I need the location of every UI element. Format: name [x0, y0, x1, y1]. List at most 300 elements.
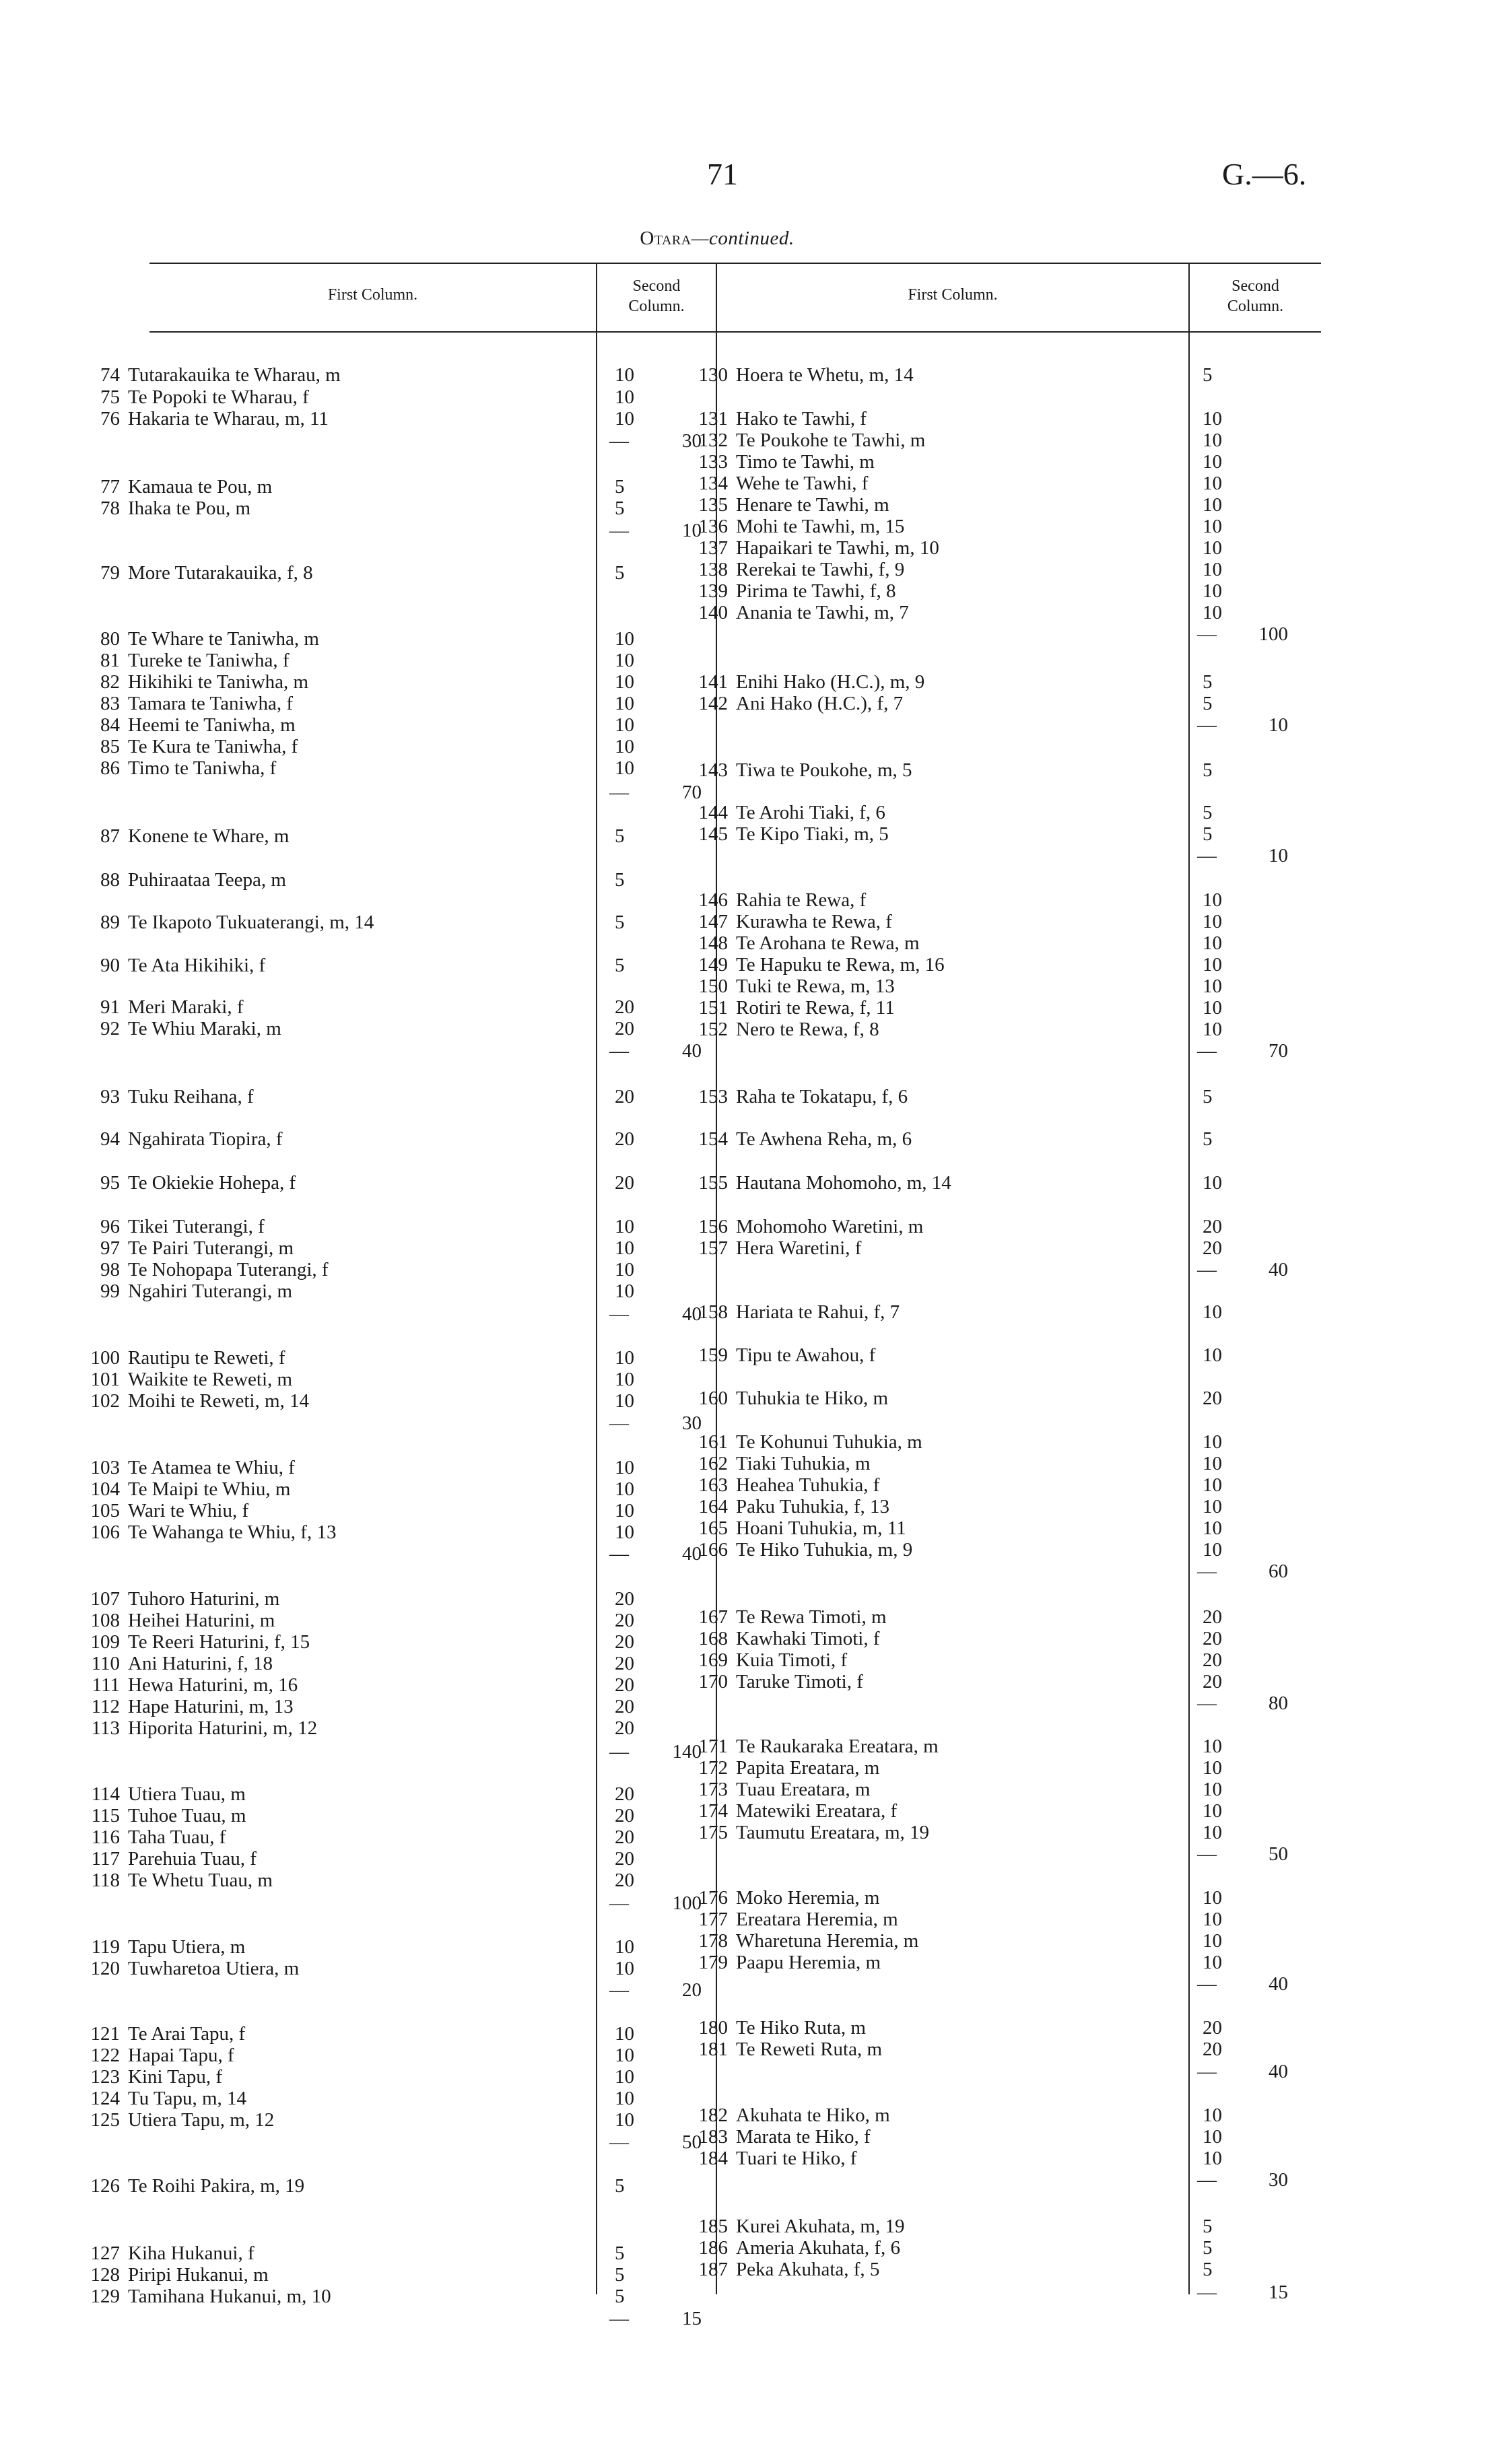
- entry-row: [683, 1821, 929, 1844]
- right-first-column-header: First Column.: [908, 286, 998, 304]
- entry-amount: 10: [615, 408, 634, 430]
- entry-name: Te Popoki te Wharau, f: [128, 386, 309, 408]
- entry-name: Te Arai Tapu, f: [128, 2023, 246, 2045]
- entry-number: 178: [698, 1930, 728, 1952]
- entry-name: Kini Tapu, f: [128, 2066, 223, 2088]
- entry-row: [683, 1495, 889, 1518]
- total-dash: —: [609, 2131, 629, 2153]
- entry-amount: 20: [615, 1610, 634, 1631]
- entry-amount: 10: [615, 693, 634, 714]
- entry-number: 125: [90, 2109, 120, 2131]
- entry-row: [75, 1869, 273, 1892]
- entry-row: [75, 1717, 317, 1740]
- entry-amount: 5: [615, 869, 625, 891]
- entry-row: [75, 2109, 274, 2131]
- entry-row: [75, 561, 313, 584]
- total-dash: —: [609, 1303, 629, 1325]
- entry-amount: 20: [615, 1674, 634, 1696]
- total-dash: —: [609, 1892, 629, 1914]
- entry-number: 94: [100, 1128, 120, 1150]
- entry-amount: 10: [615, 714, 634, 736]
- entry-amount: 20: [615, 1870, 634, 1891]
- entry-row: [683, 493, 889, 516]
- entry-row: [75, 364, 341, 386]
- entry-number: 91: [100, 996, 120, 1018]
- entry-name: Rotiri te Rewa, f, 11: [736, 997, 895, 1019]
- entry-row: [75, 1826, 226, 1849]
- entry-amount: 10: [1203, 451, 1222, 473]
- entry-row: [683, 1800, 897, 1822]
- entry-name: Parehuia Tuau, f: [128, 1848, 257, 1870]
- entry-number: 92: [100, 1018, 120, 1039]
- entry-row: [683, 910, 892, 933]
- entry-row: [75, 1456, 295, 1479]
- entry-amount: 10: [615, 1478, 634, 1500]
- entry-row: [75, 2087, 246, 2110]
- entry-number: 97: [100, 1237, 120, 1259]
- entry-number: 168: [698, 1628, 728, 1649]
- group-total: 20: [682, 1979, 702, 2001]
- entry-row: [75, 692, 293, 715]
- entry-name: Kiha Hukanui, f: [128, 2243, 255, 2264]
- entry-number: 80: [100, 628, 120, 650]
- entry-row: [683, 2236, 900, 2259]
- entry-number: 150: [698, 976, 728, 997]
- total-dash: —: [1197, 1040, 1217, 1062]
- header-line: Column.: [628, 298, 685, 315]
- entry-number: 173: [698, 1779, 728, 1800]
- entry-row: [683, 364, 914, 386]
- total-dash: —: [1197, 1843, 1217, 1865]
- entry-name: Ani Hako (H.C.), f, 7: [736, 693, 904, 714]
- entry-number: 160: [698, 1388, 728, 1409]
- entry-row: [75, 868, 286, 891]
- group-total: 70: [1269, 1040, 1288, 1062]
- entry-number: 135: [698, 494, 728, 516]
- entry-row: [683, 601, 909, 624]
- entry-row: [683, 1517, 906, 1540]
- entry-amount: 5: [615, 2243, 625, 2264]
- group-total: 100: [1258, 623, 1288, 645]
- entry-name: Piripi Hukanui, m: [128, 2264, 269, 2286]
- entry-number: 147: [698, 911, 728, 932]
- entry-number: 163: [698, 1474, 728, 1496]
- entry-amount: 5: [615, 955, 625, 976]
- entry-number: 185: [698, 2216, 728, 2237]
- entry-name: Papita Ereatara, m: [736, 1757, 880, 1779]
- entry-amount: 10: [1203, 954, 1222, 976]
- entry-row: [683, 2038, 882, 2061]
- entry-amount: 10: [615, 1237, 634, 1259]
- group-total: 60: [1269, 1561, 1288, 1582]
- entry-number: 177: [698, 1909, 728, 1930]
- entry-row: [683, 2258, 879, 2281]
- entry-row: [75, 1804, 246, 1827]
- entry-name: Hera Waretini, f: [736, 1237, 862, 1259]
- entry-name: Akuhata te Hiko, m: [736, 2104, 890, 2126]
- entry-name: Rerekai te Tawhi, f, 9: [736, 559, 905, 580]
- entry-row: [75, 1258, 329, 1281]
- entry-number: 110: [91, 1653, 120, 1674]
- entry-name: Tuhoe Tuau, m: [128, 1805, 246, 1826]
- entry-amount: 10: [615, 1521, 634, 1543]
- total-dash: —: [1197, 2061, 1217, 2082]
- entry-name: Tamara te Taniwha, f: [128, 693, 294, 714]
- entry-number: 174: [698, 1800, 728, 1822]
- entry-row: [683, 1627, 880, 1650]
- entry-amount: 10: [615, 364, 634, 386]
- entry-name: Anania te Tawhi, m, 7: [736, 602, 909, 623]
- entry-amount: 10: [1203, 1539, 1222, 1561]
- entry-row: [683, 2147, 856, 2170]
- group-total: 40: [682, 1543, 702, 1565]
- entry-number: 90: [100, 955, 120, 976]
- entry-amount: 5: [615, 912, 625, 933]
- entry-amount: 10: [1203, 1952, 1222, 1973]
- entry-row: [75, 1521, 336, 1544]
- total-dash: —: [1197, 623, 1217, 645]
- entry-row: [683, 472, 868, 495]
- entry-name: Te Hiko Ruta, m: [736, 2017, 866, 2039]
- entry-amount: 20: [615, 1128, 634, 1150]
- entry-amount: 5: [615, 2286, 625, 2307]
- entry-amount: 5: [615, 476, 625, 498]
- entry-name: Mohi te Tawhi, m, 15: [736, 516, 905, 537]
- entry-amount: 5: [1203, 671, 1213, 693]
- entry-row: [75, 735, 298, 758]
- entry-name: Te Okiekie Hohepa, f: [128, 1172, 296, 1194]
- entry-amount: 10: [615, 628, 634, 650]
- entry-amount: 20: [1203, 2017, 1222, 2039]
- entry-amount: 10: [615, 671, 634, 693]
- entry-number: 184: [698, 2148, 728, 2169]
- entry-name: Tuhoro Haturini, m: [128, 1588, 280, 1610]
- entry-number: 153: [698, 1086, 728, 1107]
- entry-row: [683, 823, 889, 846]
- entry-amount: 10: [615, 1958, 634, 1979]
- entry-row: [683, 953, 945, 976]
- entry-number: 170: [698, 1671, 728, 1692]
- entry-number: 139: [698, 580, 728, 602]
- entry-name: Tiaki Tuhukia, m: [736, 1453, 871, 1474]
- entry-number: 149: [698, 954, 728, 976]
- entry-row: [683, 1018, 879, 1041]
- entry-row: [75, 1390, 309, 1412]
- entry-name: Tikei Tuterangi, f: [128, 1216, 265, 1237]
- entry-name: Wharetuna Heremia, m: [736, 1930, 919, 1952]
- entry-name: Rautipu te Reweti, f: [128, 1347, 285, 1369]
- entry-number: 175: [698, 1822, 728, 1843]
- entry-number: 93: [100, 1086, 120, 1107]
- entry-number: 167: [698, 1606, 728, 1628]
- total-dash: —: [609, 782, 629, 803]
- group-total: 40: [1269, 1973, 1288, 1995]
- entry-number: 113: [91, 1717, 120, 1739]
- entry-number: 141: [698, 671, 728, 693]
- entry-row: [683, 889, 866, 912]
- entry-name: Paku Tuhukia, f, 13: [736, 1496, 890, 1517]
- entry-name: Te Arohi Tiaki, f, 6: [736, 802, 885, 823]
- group-total: 10: [682, 520, 702, 541]
- entry-number: 85: [100, 736, 120, 757]
- entry-amount: 10: [1203, 580, 1222, 602]
- entry-name: Heemi te Taniwha, m: [128, 714, 296, 736]
- entry-number: 137: [698, 537, 728, 559]
- entry-name: Te Kohunui Tuhukia, m: [736, 1431, 922, 1453]
- entry-amount: 10: [1203, 1496, 1222, 1517]
- entry-number: 119: [91, 1936, 120, 1958]
- group-total: 140: [672, 1741, 702, 1763]
- entry-number: 89: [100, 912, 120, 933]
- entry-number: 83: [100, 693, 120, 714]
- entry-name: Waikite te Reweti, m: [128, 1369, 293, 1390]
- entry-row: [75, 2044, 234, 2067]
- entry-number: 162: [698, 1453, 728, 1474]
- entry-amount: 10: [1203, 1431, 1222, 1453]
- entry-row: [75, 911, 374, 934]
- entry-amount: 20: [1203, 1388, 1222, 1409]
- entry-amount: 10: [1203, 1757, 1222, 1779]
- group-total: 40: [682, 1040, 702, 1062]
- entry-amount: 10: [1203, 537, 1222, 559]
- entry-number: 169: [698, 1649, 728, 1671]
- entry-row: [683, 1606, 887, 1629]
- left-second-column-rule: [596, 263, 597, 2294]
- total-dash: —: [609, 520, 629, 541]
- total-dash: —: [609, 1543, 629, 1565]
- entry-name: Ngahirata Tiopira, f: [128, 1128, 283, 1150]
- entry-name: Ameria Akuhata, f, 6: [736, 2237, 901, 2259]
- entry-amount: 5: [615, 825, 625, 847]
- entry-row: [683, 932, 920, 955]
- entry-number: 98: [100, 1259, 120, 1280]
- group-total: 80: [1269, 1692, 1288, 1714]
- entry-row: [75, 1499, 248, 1522]
- entry-number: 159: [698, 1344, 728, 1366]
- entry-number: 181: [698, 2039, 728, 2060]
- entry-row: [75, 1674, 298, 1697]
- entry-row: [75, 2263, 269, 2286]
- entry-row: [683, 1215, 923, 1238]
- entry-number: 111: [92, 1674, 120, 1696]
- entry-name: Tapu Utiera, m: [128, 1936, 246, 1958]
- entry-name: Kurawha te Rewa, f: [736, 911, 892, 932]
- entry-amount: 20: [1203, 1237, 1222, 1259]
- right-second-column-header: [1190, 276, 1321, 316]
- entry-row: [75, 1783, 246, 1806]
- entry-row: [683, 1670, 863, 1693]
- entry-number: 128: [90, 2264, 120, 2286]
- entry-name: Heihei Haturini, m: [128, 1610, 275, 1631]
- entry-name: Kurei Akuhata, m, 19: [736, 2216, 905, 2237]
- entry-amount: 5: [615, 2175, 625, 2197]
- entry-number: 143: [698, 759, 728, 781]
- entry-row: [75, 757, 276, 780]
- entry-row: [75, 671, 308, 693]
- entry-row: [75, 996, 244, 1019]
- entry-row: [75, 1171, 296, 1194]
- entry-name: Meri Maraki, f: [128, 996, 244, 1018]
- entry-name: Te Nohopapa Tuterangi, f: [128, 1259, 329, 1280]
- entry-amount: 20: [1203, 1606, 1222, 1628]
- entry-amount: 10: [615, 1280, 634, 1302]
- entry-row: [75, 627, 319, 650]
- entry-amount: 5: [1203, 2237, 1213, 2259]
- entry-name: Te Hiko Tuhukia, m, 9: [736, 1539, 913, 1561]
- entry-name: Timo te Taniwha, f: [128, 757, 277, 779]
- entry-name: Tuhukia te Hiko, m: [736, 1388, 889, 1409]
- entry-name: Taumutu Ereatara, m, 19: [736, 1822, 930, 1843]
- entry-row: [683, 1452, 871, 1475]
- entry-row: [683, 558, 904, 581]
- entry-row: [683, 1171, 951, 1194]
- entry-amount: 20: [1203, 1216, 1222, 1237]
- total-dash: —: [609, 1741, 629, 1763]
- entry-amount: 10: [1203, 2148, 1222, 2169]
- entry-number: 74: [100, 364, 120, 386]
- entry-amount: 5: [615, 2264, 625, 2286]
- entry-amount: 10: [1203, 889, 1222, 911]
- entry-row: [683, 759, 912, 782]
- entry-amount: 20: [615, 1696, 634, 1717]
- entry-amount: 10: [1203, 1301, 1222, 1323]
- entry-number: 157: [698, 1237, 728, 1259]
- entry-number: 124: [90, 2088, 120, 2109]
- entry-name: Hape Haturini, m, 13: [128, 1696, 294, 1717]
- entry-name: Hariata te Rahui, f, 7: [736, 1301, 900, 1323]
- total-dash: —: [1197, 1692, 1217, 1714]
- entry-number: 116: [91, 1826, 120, 1848]
- entry-name: Ereatara Heremia, m: [736, 1909, 898, 1930]
- entry-amount: 5: [615, 498, 625, 519]
- entry-number: 76: [100, 408, 120, 430]
- entry-name: Moihi te Reweti, m, 14: [128, 1390, 310, 1412]
- entry-number: 140: [698, 602, 728, 623]
- entry-number: 186: [698, 2237, 728, 2259]
- total-dash: —: [1197, 2169, 1217, 2191]
- entry-name: Tuku Reihana, f: [128, 1086, 254, 1107]
- entry-number: 126: [90, 2175, 120, 2197]
- entry-row: [683, 1778, 870, 1801]
- entry-name: Te Ata Hikihiki, f: [128, 955, 266, 976]
- entry-number: 100: [90, 1347, 120, 1369]
- entry-row: [683, 1128, 912, 1151]
- left-first-column-header: First Column.: [327, 286, 418, 304]
- total-dash: —: [1197, 1561, 1217, 1582]
- entry-amount: 20: [615, 1826, 634, 1848]
- entry-amount: 20: [615, 1018, 634, 1039]
- entry-amount: 5: [1203, 1128, 1213, 1150]
- entry-row: [683, 1301, 900, 1324]
- entry-amount: 20: [615, 1848, 634, 1870]
- entry-row: [75, 1280, 292, 1303]
- entry-number: 96: [100, 1216, 120, 1237]
- entry-number: 112: [91, 1696, 120, 1717]
- entry-name: Hako te Tawhi, f: [736, 408, 867, 430]
- entry-number: 122: [90, 2045, 120, 2066]
- entry-row: [683, 1649, 847, 1672]
- entry-row: [75, 649, 290, 672]
- entry-number: 144: [698, 802, 728, 823]
- group-total: 50: [1269, 1843, 1288, 1865]
- group-total: 40: [682, 1303, 702, 1325]
- entry-row: [75, 1936, 245, 1958]
- entry-name: Te Maipi te Whiu, m: [128, 1478, 291, 1500]
- entry-name: Tuau Ereatara, m: [736, 1779, 871, 1800]
- page-number: 71: [707, 157, 738, 191]
- caption-region: Otara: [640, 228, 691, 249]
- entry-row: [75, 2065, 222, 2088]
- entry-name: Rahia te Rewa, f: [736, 889, 867, 911]
- entry-number: 154: [698, 1128, 728, 1150]
- entry-amount: 10: [615, 1457, 634, 1478]
- entry-row: [683, 515, 904, 538]
- entry-amount: 5: [1203, 693, 1213, 714]
- entry-name: Utiera Tuau, m: [128, 1783, 246, 1805]
- entry-name: Tutarakauika te Wharau, m: [128, 364, 341, 386]
- entry-number: 179: [698, 1952, 728, 1973]
- entry-amount: 20: [1203, 2039, 1222, 2060]
- entry-name: Te Roihi Pakira, m, 19: [128, 2175, 305, 2197]
- entry-row: [75, 1017, 281, 1040]
- entry-name: Te Whetu Tuau, m: [128, 1870, 273, 1891]
- entry-number: 106: [90, 1521, 120, 1543]
- entry-name: Te Rewa Timoti, m: [736, 1606, 887, 1628]
- entry-number: 75: [100, 386, 120, 408]
- entry-number: 88: [100, 869, 120, 891]
- entry-row: [75, 1609, 275, 1632]
- entry-amount: 10: [615, 1936, 634, 1958]
- entry-number: 127: [90, 2243, 120, 2264]
- entry-row: [75, 386, 309, 409]
- entry-name: Hapai Tapu, f: [128, 2045, 234, 2066]
- entry-row: [75, 475, 272, 498]
- entry-number: 131: [698, 408, 728, 430]
- caption-continued: —continued.: [691, 228, 795, 249]
- entry-amount: 10: [1203, 473, 1222, 494]
- total-dash: —: [609, 1412, 629, 1434]
- entry-row: [75, 714, 296, 737]
- entry-name: Te Reweti Ruta, m: [736, 2039, 883, 2060]
- group-total: 70: [682, 782, 702, 803]
- entry-number: 155: [698, 1172, 728, 1194]
- entry-number: 146: [698, 889, 728, 911]
- entry-row: [683, 996, 895, 1019]
- entry-amount: 10: [1203, 494, 1222, 516]
- entry-number: 118: [91, 1870, 120, 1891]
- entry-name: Tiwa te Poukohe, m, 5: [736, 759, 912, 781]
- entry-amount: 10: [1203, 1474, 1222, 1496]
- entry-amount: 10: [1203, 408, 1222, 430]
- entry-row: [683, 537, 939, 559]
- entry-number: 172: [698, 1757, 728, 1779]
- entry-row: [75, 2285, 331, 2308]
- entry-number: 142: [698, 693, 728, 714]
- entry-number: 115: [91, 1805, 120, 1826]
- entry-row: [75, 407, 329, 430]
- entry-name: Paapu Heremia, m: [736, 1952, 881, 1973]
- entry-amount: 10: [1203, 516, 1222, 537]
- entry-row: [75, 2175, 304, 2197]
- entry-amount: 20: [615, 1783, 634, 1805]
- entry-name: Wehe te Tawhi, f: [736, 473, 869, 494]
- entry-number: 121: [90, 2023, 120, 2045]
- entry-name: Henare te Tawhi, m: [736, 494, 889, 516]
- entry-name: Hoani Tuhukia, m, 11: [736, 1517, 906, 1539]
- entry-amount: 10: [615, 1347, 634, 1369]
- document-code: G.—6.: [1222, 157, 1307, 191]
- total-dash: —: [1197, 845, 1217, 866]
